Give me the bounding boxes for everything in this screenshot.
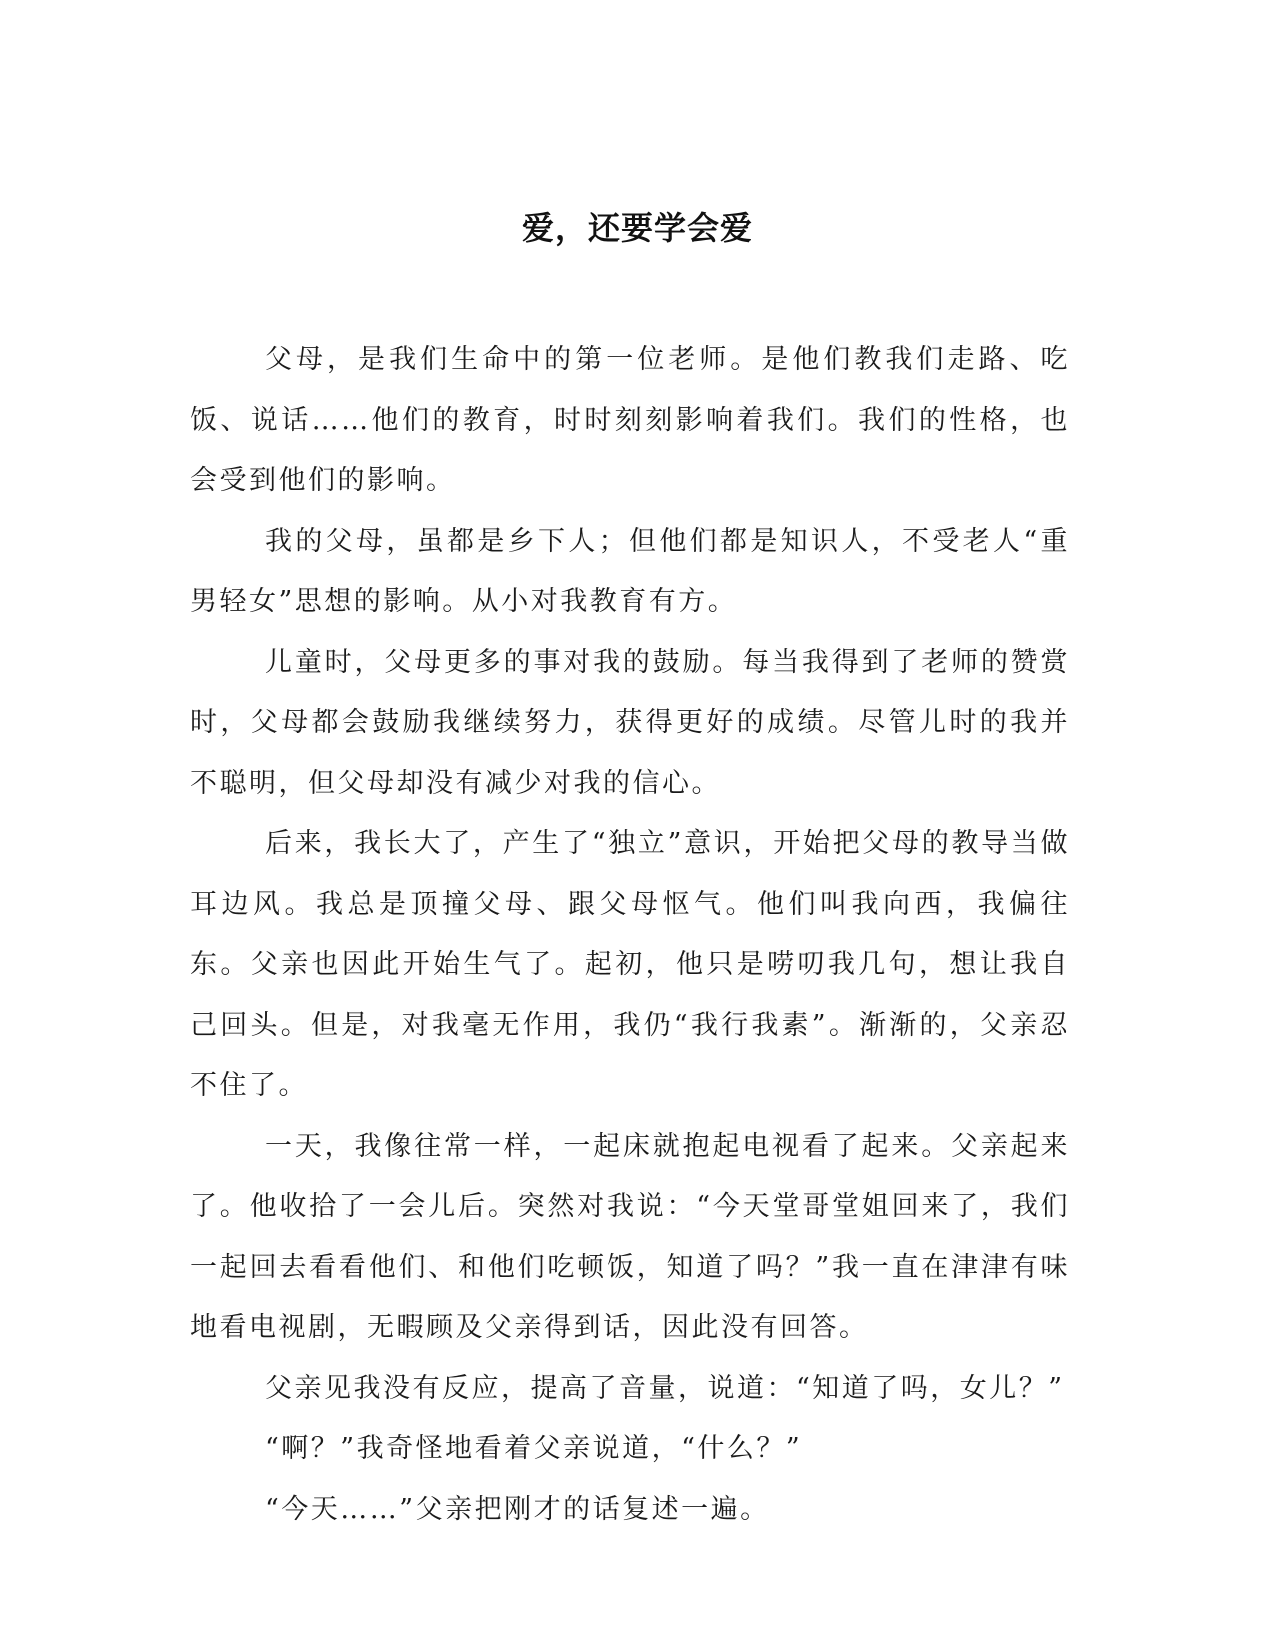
paragraph: 我的父母，虽都是乡下人；但他们都是知识人，不受老人“重男轻女”思想的影响。从小对我教育有方。 [190, 525, 1070, 617]
paragraph: 父亲见我没有反应，提高了音量，说道：“知道了吗，女儿？” [265, 1372, 1065, 1404]
paragraph: “啊？”我奇怪地看着父亲说道，“什么？” [265, 1433, 803, 1464]
paragraph: 父母，是我们生命中的第一位老师。是他们教我们走路、吃饭、说话……他们的教育，时时刻刻影响着我们。我们的性格，也会受到他们的影响。 [190, 344, 1070, 496]
document-title: 爱，还要学会爱 [521, 209, 753, 247]
paragraph: 后来，我长大了，产生了“独立”意识，开始把父母的教导当做耳边风。我总是顶撞父母、跟父母怄气。他们叫我向西，我偏往东。父亲也因此开始生气了。起初，他只是唠叨我几句，想让我自己回头。但是，对我毫无作用，我仍“我行我素”。渐渐的，父亲忍不住了。 [190, 828, 1070, 1101]
document-body [190, 330, 1070, 1540]
paragraph: “今天……”父亲把刚才的话复述一遍。 [265, 1493, 770, 1525]
paragraph: 一天，我像往常一样，一起床就抱起电视看了起来。父亲起来了。他收拾了一会儿后。突然对我说：“今天堂哥堂姐回来了，我们一起回去看看他们、和他们吃顿饭，知道了吗？”我一直在津津有味地看电视剧，无暇顾及父亲得到话，因此没有回答。 [190, 1130, 1070, 1343]
paragraph: 儿童时，父母更多的事对我的鼓励。每当我得到了老师的赞赏时，父母都会鼓励我继续努力，获得更好的成绩。尽管儿时的我并不聪明，但父母却没有减少对我的信心。 [190, 646, 1070, 799]
